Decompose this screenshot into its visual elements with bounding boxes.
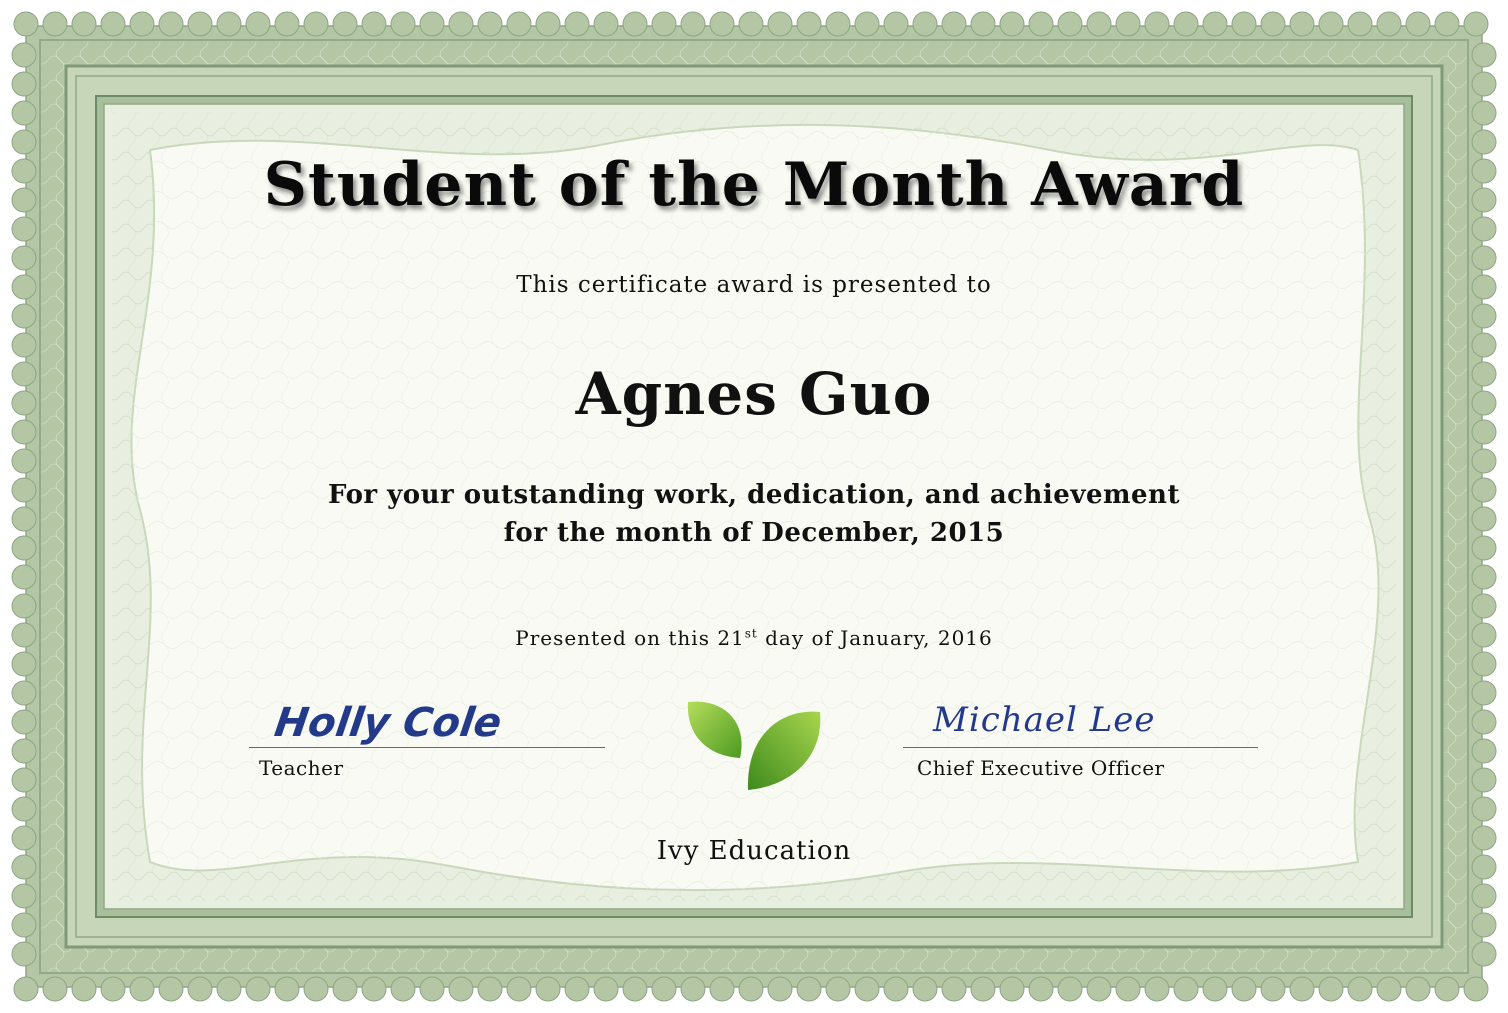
teacher-signature: Holly Cole: [271, 700, 505, 746]
scallop-tooth: [1472, 652, 1496, 676]
scallop-tooth: [72, 977, 96, 1001]
scallop-tooth: [12, 449, 36, 473]
scallop-tooth: [1472, 913, 1496, 937]
scallop-tooth: [768, 977, 792, 1001]
scallop-tooth: [1261, 977, 1285, 1001]
scallop-tooth: [1058, 977, 1082, 1001]
twin-leaves-logo-icon: [684, 696, 824, 796]
scallop-tooth: [275, 977, 299, 1001]
scallop-tooth: [12, 652, 36, 676]
scallop-tooth: [594, 977, 618, 1001]
scallop-tooth: [1203, 12, 1227, 36]
scallop-tooth: [1348, 977, 1372, 1001]
presented-to-text: This certificate award is presented to: [516, 272, 992, 298]
scallop-tooth: [1377, 12, 1401, 36]
scallop-tooth: [1232, 12, 1256, 36]
scallop-tooth: [449, 12, 473, 36]
scallop-tooth: [1261, 12, 1285, 36]
scallop-tooth: [1116, 12, 1140, 36]
scallop-tooth: [12, 565, 36, 589]
scallop-tooth: [391, 12, 415, 36]
scallop-tooth: [1464, 977, 1488, 1001]
presentation-date: [0, 626, 1508, 650]
signature-line: [903, 747, 1258, 748]
scallop-tooth: [1290, 12, 1314, 36]
scallop-tooth: [1232, 977, 1256, 1001]
scallop-tooth: [971, 12, 995, 36]
award-reason-line-2: for the month of December, 2015: [503, 518, 1005, 548]
scallop-tooth: [12, 797, 36, 821]
scallop-tooth: [101, 977, 125, 1001]
scallop-tooth: [1472, 797, 1496, 821]
scallop-tooth: [12, 768, 36, 792]
scallop-tooth: [72, 12, 96, 36]
scallop-tooth: [478, 977, 502, 1001]
scallop-tooth: [507, 977, 531, 1001]
scallop-tooth: [884, 12, 908, 36]
scallop-tooth: [159, 977, 183, 1001]
scallop-tooth: [246, 977, 270, 1001]
scallop-tooth: [710, 12, 734, 36]
scallop-tooth: [12, 710, 36, 734]
scallop-tooth: [362, 977, 386, 1001]
scallop-tooth: [1116, 977, 1140, 1001]
scallop-tooth: [739, 977, 763, 1001]
scallop-tooth: [478, 12, 502, 36]
scallop-tooth: [1000, 12, 1024, 36]
scallop-tooth: [623, 977, 647, 1001]
scallop-tooth: [1029, 977, 1053, 1001]
scallop-tooth: [1029, 12, 1053, 36]
scallop-tooth: [1472, 101, 1496, 125]
scallop-tooth: [1472, 710, 1496, 734]
signature-line: [249, 747, 605, 748]
scallop-tooth: [1472, 333, 1496, 357]
scallop-tooth: [188, 12, 212, 36]
scallop-tooth: [1472, 565, 1496, 589]
scallop-tooth: [739, 12, 763, 36]
scallop-tooth: [362, 12, 386, 36]
scallop-tooth: [855, 12, 879, 36]
scallop-tooth: [1290, 977, 1314, 1001]
scallop-tooth: [1435, 12, 1459, 36]
scallop-tooth: [1000, 977, 1024, 1001]
scallop-tooth: [43, 977, 67, 1001]
scallop-tooth: [188, 977, 212, 1001]
date-suffix: day of January, 2016: [765, 626, 993, 650]
scallop-tooth: [681, 12, 705, 36]
scallop-tooth: [565, 977, 589, 1001]
scallop-tooth: [12, 304, 36, 328]
scallop-tooth: [1348, 12, 1372, 36]
scallop-tooth: [420, 12, 444, 36]
scallop-tooth: [1472, 304, 1496, 328]
scallop-tooth: [971, 977, 995, 1001]
scallop-tooth: [1319, 977, 1343, 1001]
scallop-tooth: [1058, 12, 1082, 36]
scallop-tooth: [594, 12, 618, 36]
award-reason-line-1: For your outstanding work, dedication, and achievement: [328, 480, 1180, 510]
scallop-tooth: [1464, 12, 1488, 36]
scallop-tooth: [1174, 977, 1198, 1001]
scallop-tooth: [942, 977, 966, 1001]
scallop-tooth: [1472, 942, 1496, 966]
scallop-tooth: [304, 977, 328, 1001]
teacher-title: Teacher: [259, 756, 344, 780]
award-reason: [0, 476, 1508, 552]
scallop-tooth: [797, 12, 821, 36]
scallop-tooth: [12, 43, 36, 67]
ceo-title: Chief Executive Officer: [917, 756, 1165, 780]
scallop-tooth: [536, 977, 560, 1001]
scallop-tooth: [275, 12, 299, 36]
scallop-tooth: [1377, 977, 1401, 1001]
scallop-tooth: [246, 12, 270, 36]
scallop-tooth: [217, 12, 241, 36]
scallop-tooth: [1087, 977, 1111, 1001]
scallop-tooth: [1472, 449, 1496, 473]
scallop-tooth: [1472, 739, 1496, 763]
scallop-tooth: [420, 977, 444, 1001]
scallop-tooth: [333, 12, 357, 36]
scallop-tooth: [942, 12, 966, 36]
scallop-tooth: [507, 12, 531, 36]
scallop-tooth: [681, 977, 705, 1001]
scallop-tooth: [217, 977, 241, 1001]
scallop-tooth: [1472, 72, 1496, 96]
scallop-tooth: [1472, 217, 1496, 241]
scallop-tooth: [913, 12, 937, 36]
scallop-tooth: [130, 12, 154, 36]
scallop-tooth: [1406, 977, 1430, 1001]
scallop-tooth: [1472, 768, 1496, 792]
scallop-tooth: [12, 913, 36, 937]
scallop-tooth: [159, 12, 183, 36]
scallop-tooth: [12, 681, 36, 705]
scallop-tooth: [12, 72, 36, 96]
scallop-tooth: [449, 977, 473, 1001]
scallop-tooth: [1203, 977, 1227, 1001]
scallop-tooth: [855, 977, 879, 1001]
scallop-tooth: [12, 246, 36, 270]
date-prefix: Presented on this 21: [515, 626, 745, 650]
scallop-tooth: [1472, 43, 1496, 67]
scallop-tooth: [1435, 977, 1459, 1001]
scallop-tooth: [1406, 12, 1430, 36]
scallop-tooth: [1145, 977, 1169, 1001]
certificate-title: Student of the Month Award: [263, 150, 1245, 220]
scallop-tooth: [1472, 681, 1496, 705]
date-ordinal: st: [744, 626, 758, 641]
scallop-tooth: [652, 977, 676, 1001]
scallop-tooth: [391, 977, 415, 1001]
scallop-tooth: [623, 12, 647, 36]
scallop-tooth: [12, 739, 36, 763]
scallop-tooth: [12, 333, 36, 357]
scallop-tooth: [130, 977, 154, 1001]
scallop-tooth: [826, 12, 850, 36]
scallop-tooth: [12, 942, 36, 966]
recipient-name: Agnes Guo: [575, 360, 933, 428]
scallop-tooth: [1472, 884, 1496, 908]
scallop-tooth: [797, 977, 821, 1001]
scallop-tooth: [1174, 12, 1198, 36]
scallop-tooth: [884, 977, 908, 1001]
scallop-tooth: [1472, 594, 1496, 618]
scallop-tooth: [12, 884, 36, 908]
scallop-tooth: [652, 12, 676, 36]
scallop-tooth: [14, 12, 38, 36]
scallop-tooth: [1087, 12, 1111, 36]
scallop-tooth: [12, 101, 36, 125]
scallop-tooth: [43, 12, 67, 36]
scallop-tooth: [304, 12, 328, 36]
scallop-tooth: [101, 12, 125, 36]
scallop-tooth: [768, 12, 792, 36]
scallop-tooth: [565, 12, 589, 36]
scallop-tooth: [333, 977, 357, 1001]
scallop-tooth: [826, 977, 850, 1001]
scallop-tooth: [1472, 246, 1496, 270]
scallop-tooth: [12, 217, 36, 241]
scallop-tooth: [536, 12, 560, 36]
organization-name: Ivy Education: [656, 836, 852, 866]
scallop-tooth: [1319, 12, 1343, 36]
scallop-tooth: [913, 977, 937, 1001]
scallop-tooth: [1145, 12, 1169, 36]
scallop-tooth: [710, 977, 734, 1001]
ceo-signature: Michael Lee: [933, 700, 1156, 740]
scallop-tooth: [12, 594, 36, 618]
scallop-tooth: [14, 977, 38, 1001]
